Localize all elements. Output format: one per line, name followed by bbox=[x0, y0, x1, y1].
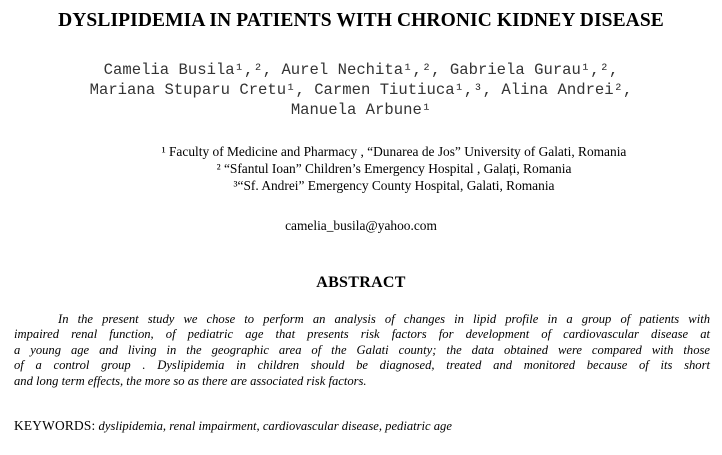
abstract-line-1: In the present study we chose to perform an analysis of changes in lipid profile in a group of patients with bbox=[58, 312, 710, 326]
author-line-1: Camelia Busila¹,², Aurel Nechita¹,², Gabriela Gurau¹,², bbox=[103, 61, 619, 79]
abstract-line-3: a young age and living in the geographic area of the Galati county; the data obtained were compared with those bbox=[14, 342, 710, 357]
author-line-2: Mariana Stuparu Cretu¹, Carmen Tiutiuca¹,³, Alina Andrei², bbox=[89, 81, 633, 99]
affiliation-list bbox=[0, 143, 722, 194]
abstract-line-2: impaired renal function, of pediatric age that presents risk factors for development of cardiovascular disease at bbox=[14, 327, 710, 342]
keywords-label: KEYWORDS: bbox=[14, 418, 96, 433]
keywords-list: dyslipidemia, renal impairment, cardiovascular disease, pediatric age bbox=[95, 419, 452, 433]
paper-title: DYSLIPIDEMIA IN PATIENTS WITH CHRONIC KIDNEY DISEASE bbox=[58, 10, 664, 31]
affiliation-1: ¹ Faculty of Medicine and Pharmacy , “Dunarea de Jos” University of Galati, Romania bbox=[161, 144, 627, 159]
keywords bbox=[14, 417, 452, 435]
abstract-line-5: and long term effects, the more so as there are associated risk factors. bbox=[14, 373, 367, 388]
affiliation-3: ³“Sf. Andrei” Emergency County Hospital, Galati, Romania bbox=[233, 178, 555, 193]
author-list bbox=[0, 60, 722, 120]
contact-email: camelia_busila@yahoo.com bbox=[285, 218, 437, 233]
abstract-line-4: of a control group . Dyslipidemia in children should be diagnosed, treated and monitored because of its short bbox=[14, 358, 710, 373]
author-line-3: Manuela Arbune¹ bbox=[290, 101, 432, 119]
abstract-body bbox=[14, 312, 710, 389]
abstract-heading: ABSTRACT bbox=[316, 274, 406, 291]
affiliation-2: ² “Sfantul Ioan” Children’s Emergency Hospital , Galați, Romania bbox=[216, 161, 572, 176]
